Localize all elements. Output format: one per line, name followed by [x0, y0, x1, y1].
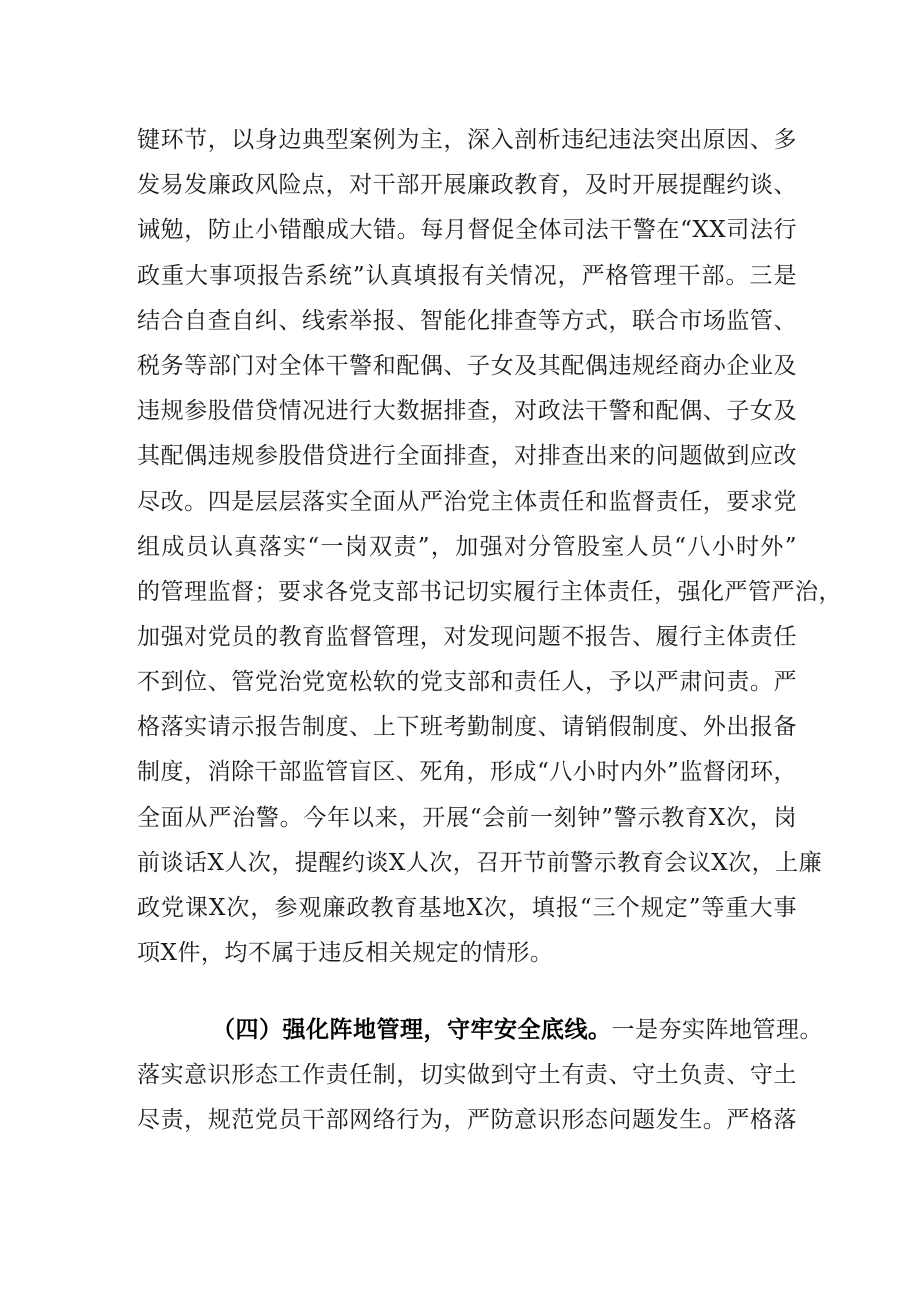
- paragraph-line-7: 违规参股借贷情况进行大数据排查，对政法干警和配偶、子女及: [137, 398, 797, 424]
- paragraph-line-6: 税务等部门对全体干警和配偶、子女及其配偶违规经商办企业及: [137, 353, 797, 379]
- paragraph-line-10: 组成员认真落实“一岗双责”，加强对分管股室人员“八小时外”: [137, 534, 797, 560]
- paragraph-line-9: 尽改。四是层层落实全面从严治党主体责任和监督责任，要求党: [137, 489, 797, 515]
- paragraph-line-17: 前谈话X人次，提醒约谈X人次，召开节前警示教育会议X次，上廉: [137, 850, 823, 876]
- paragraph-line-18: 政党课X次，参观廉政教育基地X次，填报“三个规定”等重大事: [137, 895, 797, 921]
- paragraph-line-11: 的管理监督；要求各党支部书记切实履行主体责任，强化严管严治，: [137, 579, 842, 605]
- section-line-2: 尽责，规范党员干部网络行为，严防意识形态问题发生。严格落: [137, 1107, 797, 1133]
- paragraph-line-13: 不到位、管党治党宽松软的党支部和责任人，予以严肃问责。严: [137, 669, 797, 695]
- paragraph-line-16: 全面从严治警。今年以来，开展“会前一刻钟”警示教育X次，岗: [137, 805, 797, 831]
- paragraph-line-14: 格落实请示报告制度、上下班考勤制度、请销假制度、外出报备: [137, 714, 797, 740]
- section-heading: （四）强化阵地管理，守牢安全底线。: [212, 1016, 612, 1043]
- paragraph-line-8: 其配偶违规参股借贷进行全面排查，对排查出来的问题做到应改: [137, 443, 797, 469]
- paragraph-line-5: 结合自查自纠、线索举报、智能化排查等方式，联合市场监管、: [137, 308, 797, 334]
- section-heading-line: [212, 1010, 823, 1050]
- paragraph-line-12: 加强对党员的教育监督管理，对发现问题不报告、履行主体责任: [137, 624, 797, 650]
- paragraph-line-3: 诫勉，防止小错酿成大错。每月督促全体司法干警在“XX司法行: [137, 217, 797, 243]
- paragraph-line-15: 制度，消除干部监管盲区、死角，形成“八小时内外”监督闭环，: [137, 759, 797, 785]
- paragraph-line-2: 发易发廉政风险点，对干部开展廉政教育，及时开展提醒约谈、: [137, 172, 797, 198]
- section-line-1: 落实意识形态工作责任制，切实做到守土有责、守土负责、守土: [137, 1062, 797, 1088]
- paragraph-line-4: 政重大事项报告系统”认真填报有关情况，严格管理干部。三是: [137, 263, 797, 289]
- section-heading-rest: 一是夯实阵地管理。: [611, 1017, 823, 1043]
- paragraph-line-1: 键环节，以身边典型案例为主，深入剖析违纪违法突出原因、多: [137, 127, 797, 153]
- paragraph-line-19: 项X件，均不属于违反相关规定的情形。: [137, 940, 554, 966]
